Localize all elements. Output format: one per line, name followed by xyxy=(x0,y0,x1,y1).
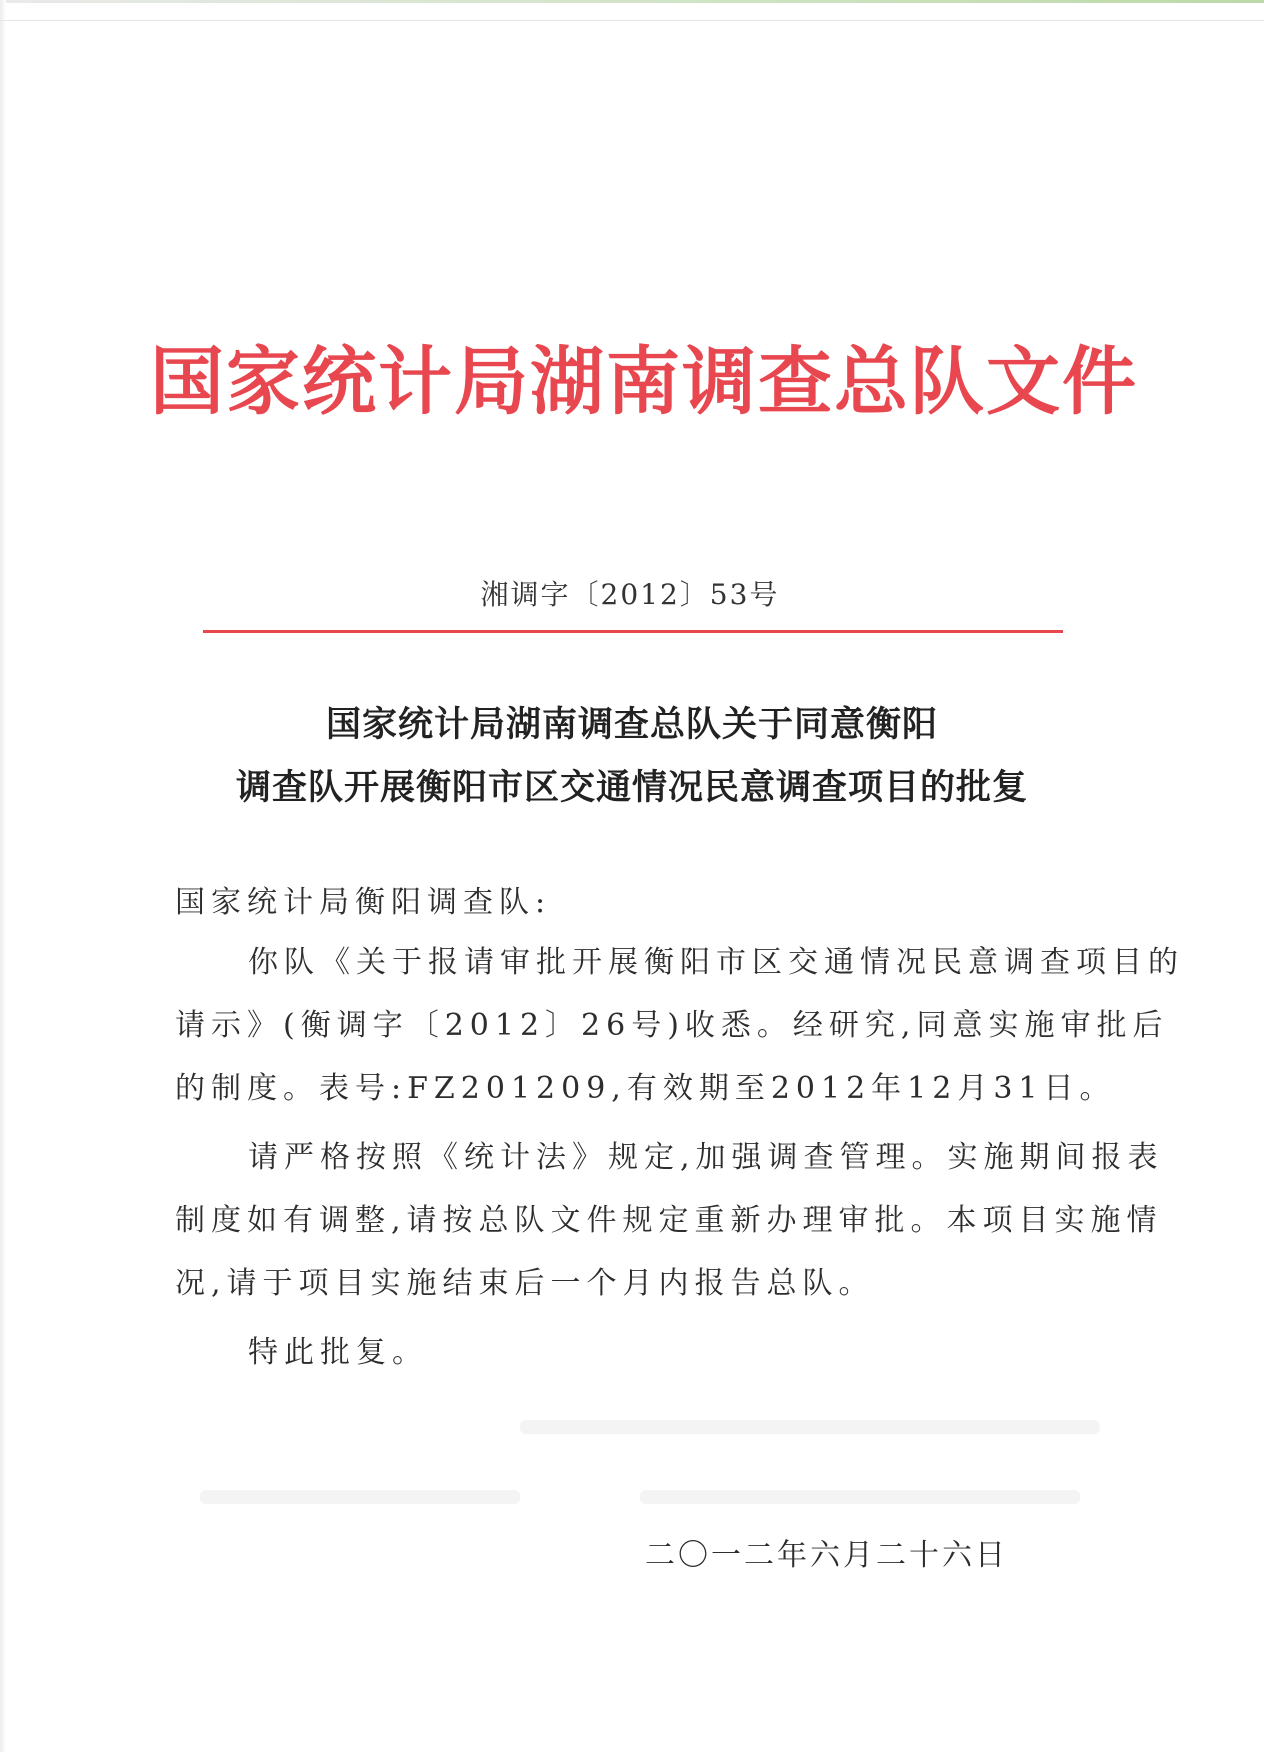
document-number: 湘调字〔2012〕53号 xyxy=(480,578,780,611)
paragraph-1-line-3: 的制度。表号:FZ201209,有效期至2012年12月31日。 xyxy=(175,1071,1116,1106)
faded-stamp-trace xyxy=(200,1490,520,1504)
faded-stamp-trace xyxy=(640,1490,1080,1504)
paragraph-1-line-1: 你队《关于报请审批开展衡阳市区交通情况民意调查项目的 xyxy=(248,945,1184,980)
scan-left-edge xyxy=(0,0,6,1752)
scan-border-line xyxy=(0,20,1264,21)
document-title-line-1: 国家统计局湖南调查总队关于同意衡阳 xyxy=(325,705,938,745)
signature-date: 二〇一二年六月二十六日 xyxy=(645,1538,1008,1573)
paragraph-2-line-1: 请严格按照《统计法》规定,加强调查管理。实施期间报表 xyxy=(248,1140,1164,1175)
issuer-header: 国家统计局湖南调查总队文件 xyxy=(150,339,1138,425)
addressee: 国家统计局衡阳调查队: xyxy=(175,885,552,920)
red-separator-line xyxy=(203,630,1063,633)
paragraph-1-line-2: 请示》(衡调字〔2012〕26号)收悉。经研究,同意实施审批后 xyxy=(175,1008,1169,1043)
closing-remark: 特此批复。 xyxy=(248,1335,428,1370)
scan-top-edge xyxy=(0,0,1264,3)
document-title-line-2: 调查队开展衡阳市区交通情况民意调查项目的批复 xyxy=(235,768,1028,808)
paragraph-2-line-2: 制度如有调整,请按总队文件规定重新办理审批。本项目实施情 xyxy=(175,1203,1163,1238)
paragraph-2-line-3: 况,请于项目实施结束后一个月内报告总队。 xyxy=(175,1266,875,1301)
faded-stamp-trace xyxy=(520,1420,1100,1434)
